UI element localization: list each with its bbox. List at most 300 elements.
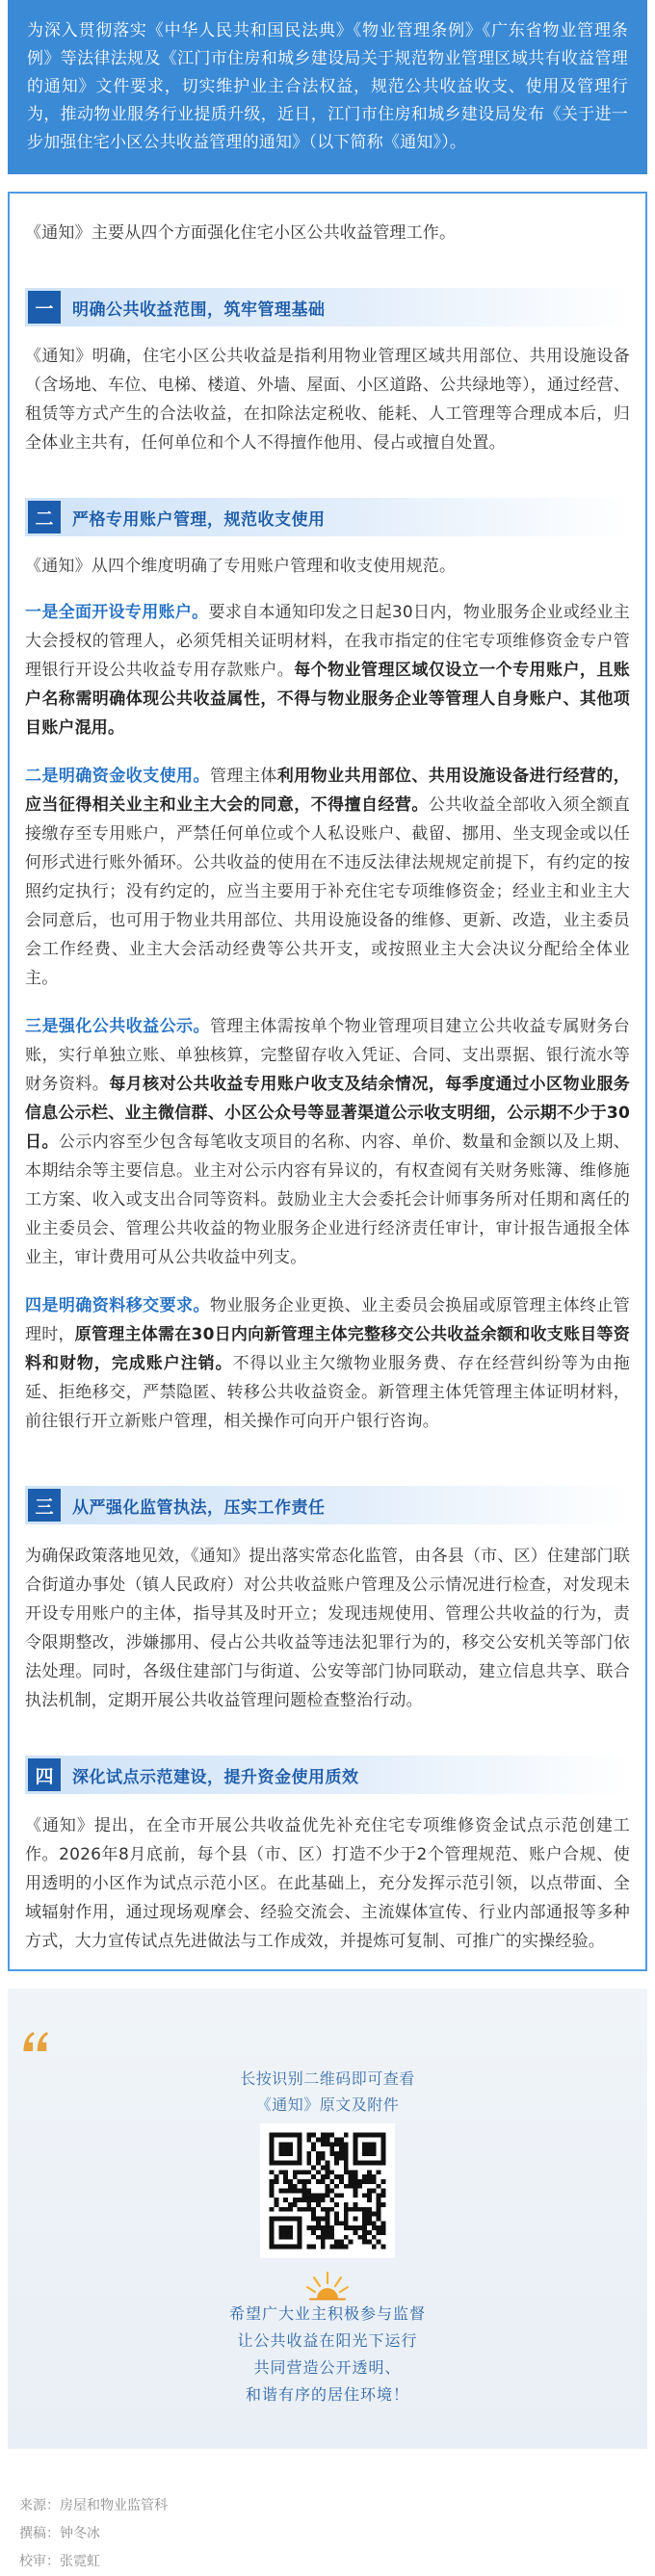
qr-module	[362, 2151, 367, 2156]
measure-lead: 三是强化公共收益公示。	[25, 1017, 210, 1036]
qr-module	[293, 2161, 298, 2166]
qr-module	[283, 2133, 288, 2138]
qr-module	[321, 2151, 326, 2156]
qr-module	[298, 2217, 302, 2222]
qr-module	[339, 2151, 344, 2156]
qr-module	[283, 2147, 288, 2151]
qr-module	[301, 2207, 306, 2212]
qr-module	[306, 2179, 311, 2184]
qr-module	[354, 2189, 358, 2194]
qr-module	[301, 2198, 306, 2202]
qr-module	[301, 2170, 306, 2174]
measure-text: 公示内容至少包含每笔收支项目的名称、内容、单价、数量和金额以及上期、本期结余等主要信息。业主对公示内容有异议的，有权查阅有关财务账簿、维修施工方案、收入或支出合同等资料。鼓励业主大会委托会计师事务所对任期和离任的业主委员会、管理公共收益的物业服务企业进行经济责任审计，审计报告通报全体业主，审计费用可从公共收益中列支。	[25, 1132, 630, 1267]
qr-module	[344, 2147, 349, 2151]
qr-module	[278, 2170, 283, 2174]
qr-module	[372, 2151, 377, 2156]
qr-module	[329, 2189, 334, 2194]
qr-module	[293, 2133, 298, 2138]
qr-module	[349, 2170, 354, 2174]
qr-module	[278, 2230, 283, 2235]
qr-module	[311, 2133, 316, 2138]
qr-prompt-line: 《通知》原文及附件	[255, 2095, 400, 2114]
qr-module	[344, 2212, 349, 2217]
qr-module	[381, 2151, 386, 2156]
measure-emphasis: 原管理主体需在30日内向新管理主体完整移交公共收益余额和收支账目等资料和财物，完成账户注销。	[25, 1325, 630, 1373]
qr-module	[270, 2142, 275, 2147]
qr-module	[326, 2221, 330, 2225]
qr-module	[274, 2198, 278, 2202]
qr-module	[270, 2133, 275, 2138]
qr-module	[329, 2133, 334, 2138]
qr-module	[354, 2202, 358, 2207]
qr-module	[329, 2151, 334, 2156]
qr-module	[362, 2147, 367, 2151]
measure-text: 要求自本通知印发之日起30日内，物业服务企业或经业主大会授权的管理人，必须凭相关证明材料，在我市指定的住宅专项维修资金专户管理银行开设公共收益专用存款账户。	[25, 603, 630, 680]
qr-module	[278, 2147, 283, 2151]
qr-module	[339, 2179, 344, 2184]
qr-module	[367, 2207, 372, 2212]
qr-module	[274, 2217, 278, 2222]
qr-module	[367, 2230, 372, 2235]
qr-module	[339, 2156, 344, 2161]
qr-module	[306, 2156, 311, 2161]
qr-module	[334, 2221, 339, 2225]
qr-module	[278, 2217, 283, 2222]
qr-module	[283, 2230, 288, 2235]
qr-module	[344, 2151, 349, 2156]
qr-module	[372, 2161, 377, 2166]
qr-module	[301, 2184, 306, 2189]
qr-module	[283, 2217, 288, 2222]
qr-module	[288, 2184, 293, 2189]
qr-module	[270, 2189, 275, 2194]
qr-module	[270, 2161, 275, 2166]
qr-module	[367, 2240, 372, 2245]
qr-module	[344, 2184, 349, 2189]
measure-text: 不得以业主欠缴物业服务费、存在经营纠纷等为由拖延、拒绝移交，严禁隐匿、转移公共收益资金。新管理主体凭管理主体证明材料，前往银行开立新账户管理，相关操作可向开户银行咨询。	[25, 1354, 630, 1431]
qr-module	[362, 2142, 367, 2147]
qr-module	[329, 2147, 334, 2151]
qr-module	[334, 2212, 339, 2217]
qr-module	[306, 2207, 311, 2212]
share-panel	[8, 1989, 647, 2449]
qr-module	[377, 2198, 381, 2202]
qr-module	[329, 2235, 334, 2240]
qr-module	[329, 2207, 334, 2212]
qr-module	[334, 2240, 339, 2245]
qr-module	[311, 2217, 316, 2222]
qr-module	[326, 2212, 330, 2217]
qr-module	[339, 2221, 344, 2225]
closing-line: 和谐有序的居住环境！	[245, 2385, 409, 2404]
qr-module	[339, 2147, 344, 2151]
qr-module	[278, 2207, 283, 2212]
qr-module	[377, 2170, 381, 2174]
qr-module	[334, 2184, 339, 2189]
qr-module	[301, 2189, 306, 2194]
qr-module	[311, 2193, 316, 2198]
qr-module	[334, 2161, 339, 2166]
qr-module	[306, 2151, 311, 2156]
qr-module	[278, 2245, 283, 2250]
qr-module	[372, 2225, 377, 2230]
qr-module	[316, 2170, 321, 2174]
qr-module	[377, 2184, 381, 2189]
qr-module	[354, 2161, 358, 2166]
qr-module	[321, 2137, 326, 2142]
qr-module	[367, 2133, 372, 2138]
qr-module	[326, 2184, 330, 2189]
qr-module	[316, 2235, 321, 2240]
qr-module	[329, 2142, 334, 2147]
qr-module	[377, 2161, 381, 2166]
qr-module	[311, 2230, 316, 2235]
qr-module	[321, 2240, 326, 2245]
qr-module	[334, 2245, 339, 2250]
qr-module	[326, 2193, 330, 2198]
qr-module	[274, 2179, 278, 2184]
qr-module	[329, 2245, 334, 2250]
qr-module	[283, 2161, 288, 2166]
qr-module	[381, 2245, 386, 2250]
qr-module	[288, 2189, 293, 2194]
measure-text: 公共收益全部收入须全额直接缴存至专用账户，严禁任何单位或个人私设账户、截留、挪用、坐支现金或以任何形式进行账外循环。公共收益的使用在不违反法律法规规定前提下，有约定的按照约定执行；没有约定的，应当主要用于补充住宅专项维修资金；经业主和业主大会同意后，也可用于物业共用部位、共用设施设备的维修、更新、改造，业主委员会工作经费、业主大会活动经费等公共开支，或按照业主大会决议分配给全体业主。	[25, 795, 630, 988]
qr-module	[326, 2189, 330, 2194]
qr-module	[270, 2217, 275, 2222]
measure-text: 管理主体	[209, 767, 277, 786]
qr-prompt-line: 长按识别二维码即可查看	[240, 2069, 415, 2088]
qr-module	[270, 2240, 275, 2245]
qr-module	[298, 2240, 302, 2245]
qr-module	[372, 2212, 377, 2217]
qr-module	[362, 2193, 367, 2198]
qr-module	[349, 2179, 354, 2184]
qr-module	[354, 2184, 358, 2189]
measure-paragraph-3	[25, 1012, 630, 1272]
qr-module	[298, 2230, 302, 2235]
qr-module	[372, 2235, 377, 2240]
qr-module	[306, 2133, 311, 2138]
section-number-badge: 四	[28, 1758, 61, 1791]
qr-module	[270, 2151, 275, 2156]
qr-module	[349, 2240, 354, 2245]
qr-module	[298, 2189, 302, 2194]
qr-module	[372, 2133, 377, 2138]
qr-module	[316, 2198, 321, 2202]
qr-module	[306, 2202, 311, 2207]
qr-module	[326, 2207, 330, 2212]
qr-module	[270, 2221, 275, 2225]
qr-module	[316, 2151, 321, 2156]
qr-module	[362, 2230, 367, 2235]
qr-module	[288, 2142, 293, 2147]
qr-module	[326, 2137, 330, 2142]
qr-module	[301, 2193, 306, 2198]
qr-module	[274, 2202, 278, 2207]
qr-module	[339, 2245, 344, 2250]
qr-module	[270, 2230, 275, 2235]
section-title: 严格专用账户管理，规范收支使用	[72, 509, 326, 530]
qr-module	[321, 2245, 326, 2250]
qr-module	[288, 2161, 293, 2166]
qr-module	[270, 2137, 275, 2142]
measure-lead: 一是全面开设专用账户。	[25, 603, 209, 622]
qr-module	[321, 2193, 326, 2198]
qr-module	[362, 2161, 367, 2166]
credit-reviewer: 校审：张霓虹	[19, 2554, 100, 2569]
qr-module	[344, 2217, 349, 2222]
qr-module	[362, 2179, 367, 2184]
qr-module	[326, 2230, 330, 2235]
qr-module	[377, 2193, 381, 2198]
qr-module	[381, 2161, 386, 2166]
qr-module	[298, 2235, 302, 2240]
qr-module	[357, 2179, 362, 2184]
qr-module	[377, 2225, 381, 2230]
qr-module	[301, 2179, 306, 2184]
qr-module	[367, 2161, 372, 2166]
qr-module	[293, 2170, 298, 2174]
qr-module	[321, 2156, 326, 2161]
qr-module	[372, 2174, 377, 2179]
qr-module	[362, 2225, 367, 2230]
measure-paragraph-1	[25, 598, 630, 742]
qr-module	[306, 2137, 311, 2142]
qr-module	[298, 2147, 302, 2151]
qr-module	[321, 2230, 326, 2235]
qr-module	[283, 2151, 288, 2156]
qr-module	[270, 2225, 275, 2230]
qr-module	[311, 2165, 316, 2170]
qr-module	[354, 2156, 358, 2161]
measure-emphasis: 利用物业共用部位、共用设施设备进行经营的，应当征得相关业主和业主大会的同意，不得擅自经营。	[25, 767, 630, 815]
qr-module	[372, 2245, 377, 2250]
qr-module	[354, 2133, 358, 2138]
qr-module	[311, 2225, 316, 2230]
qr-module	[329, 2230, 334, 2235]
qr-module	[288, 2202, 293, 2207]
qr-module	[274, 2133, 278, 2138]
section-4-paragraph: 《通知》提出，在全市开展公共收益优先补充住宅专项维修资金试点示范创建工作。2026年8月底前，每个县（市、区）打造不少于2个管理规范、账户合规、使用透明的小区作为试点示范小区。在此基础上，充分发挥示范引领，以点带面、全域辐射作用，通过现场观摩会、经验交流会、主流媒体宣传、行业内部通报等多种方式，大力宣传试点先进做法与工作成效，并提炼可复制、可推广的实操经验。	[25, 1816, 630, 1951]
qr-code[interactable]	[260, 2123, 395, 2258]
qr-module	[306, 2225, 311, 2230]
qr-module	[334, 2142, 339, 2147]
qr-module	[298, 2245, 302, 2250]
qr-module	[339, 2142, 344, 2147]
qr-module	[283, 2189, 288, 2194]
qr-module	[270, 2245, 275, 2250]
section-1-paragraph: 《通知》明确，住宅小区公共收益是指利用物业管理区域共用部位、共用设施设备（含场地、车位、电梯、楼道、外墙、屋面、小区道路、公共绿地等），通过经营、租赁等方式产生的合法收益，在扣除法定税收、能耗、人工管理等合理成本后，归全体业主共有，任何单位和个人不得擅作他用、侵占或擅自处置。	[25, 347, 630, 453]
qr-module	[377, 2240, 381, 2245]
qr-module	[381, 2142, 386, 2147]
qr-module	[367, 2142, 372, 2147]
qr-module	[344, 2165, 349, 2170]
qr-module	[321, 2133, 326, 2138]
qr-module	[381, 2230, 386, 2235]
section-heading-1	[25, 288, 630, 326]
qr-module	[278, 2225, 283, 2230]
qr-module	[298, 2221, 302, 2225]
qr-module	[298, 2133, 302, 2138]
qr-module	[334, 2217, 339, 2222]
section-number-badge: 三	[28, 1489, 61, 1522]
qr-module	[316, 2137, 321, 2142]
qr-module	[381, 2202, 386, 2207]
qr-module	[306, 2193, 311, 2198]
qr-module	[344, 2133, 349, 2138]
qr-module	[377, 2217, 381, 2222]
qr-module	[306, 2245, 311, 2250]
credits	[19, 2492, 655, 2576]
qr-module	[381, 2156, 386, 2161]
measure-emphasis: 每月核对公共收益专用账户收支及结余情况，每季度通过小区物业服务信息公示栏、业主微信群、小区公众号等显著渠道公示收支明细，公示期不少于30日。	[25, 1075, 631, 1152]
qr-module	[288, 2245, 293, 2250]
qr-module	[278, 2151, 283, 2156]
qr-module	[278, 2189, 283, 2194]
qr-module	[306, 2198, 311, 2202]
qr-module	[283, 2225, 288, 2230]
qr-module	[339, 2193, 344, 2198]
qr-module	[311, 2245, 316, 2250]
qr-module	[274, 2161, 278, 2166]
qr-module	[321, 2142, 326, 2147]
qr-module	[293, 2174, 298, 2179]
measure-paragraph-4	[25, 1291, 630, 1436]
qr-module	[354, 2207, 358, 2212]
qr-module	[321, 2198, 326, 2202]
qr-module	[357, 2225, 362, 2230]
qr-module	[367, 2174, 372, 2179]
qr-module	[321, 2207, 326, 2212]
qr-module	[270, 2170, 275, 2174]
qr-module	[354, 2225, 358, 2230]
qr-module	[344, 2207, 349, 2212]
qr-module	[344, 2245, 349, 2250]
qr-module	[381, 2225, 386, 2230]
qr-module	[362, 2217, 367, 2222]
qr-module	[377, 2212, 381, 2217]
qr-module	[349, 2207, 354, 2212]
section-number-badge: 一	[28, 291, 61, 324]
qr-module	[354, 2142, 358, 2147]
qr-module	[283, 2179, 288, 2184]
intro-banner	[8, 0, 647, 174]
qr-module	[357, 2161, 362, 2166]
qr-module	[339, 2174, 344, 2179]
qr-module	[283, 2170, 288, 2174]
qr-module	[270, 2235, 275, 2240]
intro-text: 为深入贯彻落实《中华人民共和国民法典》《物业管理条例》《广东省物业管理条例》等法律法规及《江门市住房和城乡建设局关于规范物业管理区域共有收益管理的通知》文件要求，切实维护业主合法权益，规范公共收益收支、使用及管理行为，推动物业服务行业提质升级，近日，江门市住房和城乡建设局发布《关于进一步加强住宅小区公共收益管理的通知》（以下简称《通知》）。	[27, 21, 628, 152]
qr-module	[344, 2170, 349, 2174]
qr-module	[367, 2198, 372, 2202]
qr-module	[329, 2179, 334, 2184]
qr-module	[329, 2225, 334, 2230]
qr-module	[288, 2230, 293, 2235]
qr-module	[367, 2212, 372, 2217]
qr-module	[334, 2174, 339, 2179]
qr-module	[316, 2193, 321, 2198]
qr-module	[349, 2225, 354, 2230]
measure-emphasis: 每个物业管理区域仅设立一个专用账户，且账户名称需明确体现公共收益属性，不得与物业服务企业等管理人自身账户、其他项目账户混用。	[25, 661, 631, 738]
qr-module	[334, 2156, 339, 2161]
qr-module	[381, 2147, 386, 2151]
qr-module	[362, 2212, 367, 2217]
qr-module	[288, 2151, 293, 2156]
qr-module	[288, 2147, 293, 2151]
qr-module	[288, 2207, 293, 2212]
qr-module	[298, 2198, 302, 2202]
qr-module	[334, 2137, 339, 2142]
qr-module	[321, 2217, 326, 2222]
qr-module	[354, 2230, 358, 2235]
qr-module	[326, 2174, 330, 2179]
section-number-badge: 二	[28, 501, 61, 533]
qr-module	[354, 2217, 358, 2222]
qr-module	[367, 2193, 372, 2198]
qr-module	[293, 2198, 298, 2202]
qr-module	[293, 2217, 298, 2222]
qr-module	[367, 2170, 372, 2174]
measure-text: 管理主体需按单个物业管理项目建立公共收益专属财务台账，实行单独立账、单独核算，完整留存收入凭证、合同、支出票据、银行流水等财务资料。	[25, 1017, 630, 1094]
qr-module	[270, 2193, 275, 2198]
overview-text: 《通知》主要从四个方面强化住宅小区公共收益管理工作。	[25, 223, 457, 243]
credit-source: 来源：房屋和物业监管科	[19, 2498, 168, 2513]
qr-module	[278, 2235, 283, 2240]
qr-module	[326, 2133, 330, 2138]
qr-module	[270, 2156, 275, 2161]
article-body	[8, 192, 647, 1971]
qr-module	[377, 2202, 381, 2207]
measure-paragraph-2	[25, 762, 630, 993]
qr-module	[381, 2133, 386, 2138]
qr-module	[288, 2217, 293, 2222]
qr-module	[321, 2179, 326, 2184]
credit-author: 撰稿：钟冬冰	[19, 2526, 100, 2541]
measure-lead: 二是明确资金收支使用。	[25, 767, 210, 786]
qr-module	[306, 2161, 311, 2166]
qr-module	[344, 2202, 349, 2207]
qr-module	[311, 2212, 316, 2217]
qr-module	[367, 2217, 372, 2222]
qr-module	[293, 2245, 298, 2250]
qr-module	[298, 2151, 302, 2156]
qr-module	[377, 2207, 381, 2212]
measure-text: 物业服务企业更换、业主委员会换届或原管理主体终止管理时，	[25, 1296, 630, 1344]
qr-module	[362, 2235, 367, 2240]
qr-module	[288, 2179, 293, 2184]
qr-module	[326, 2235, 330, 2240]
qr-module	[344, 2156, 349, 2161]
qr-module	[354, 2170, 358, 2174]
qr-module	[377, 2230, 381, 2235]
measure-lead: 四是明确资料移交要求。	[25, 1296, 210, 1315]
qr-module	[354, 2193, 358, 2198]
qr-module	[306, 2170, 311, 2174]
qr-module	[316, 2156, 321, 2161]
qr-module	[334, 2193, 339, 2198]
qr-module	[321, 2225, 326, 2230]
qr-module	[372, 2221, 377, 2225]
qr-module	[270, 2147, 275, 2151]
qr-module	[329, 2198, 334, 2202]
qr-module	[357, 2207, 362, 2212]
qr-module	[274, 2174, 278, 2179]
section-heading-4	[25, 1756, 630, 1794]
qr-module	[344, 2161, 349, 2166]
qr-module	[298, 2179, 302, 2184]
qr-module	[293, 2202, 298, 2207]
qr-module	[357, 2184, 362, 2189]
